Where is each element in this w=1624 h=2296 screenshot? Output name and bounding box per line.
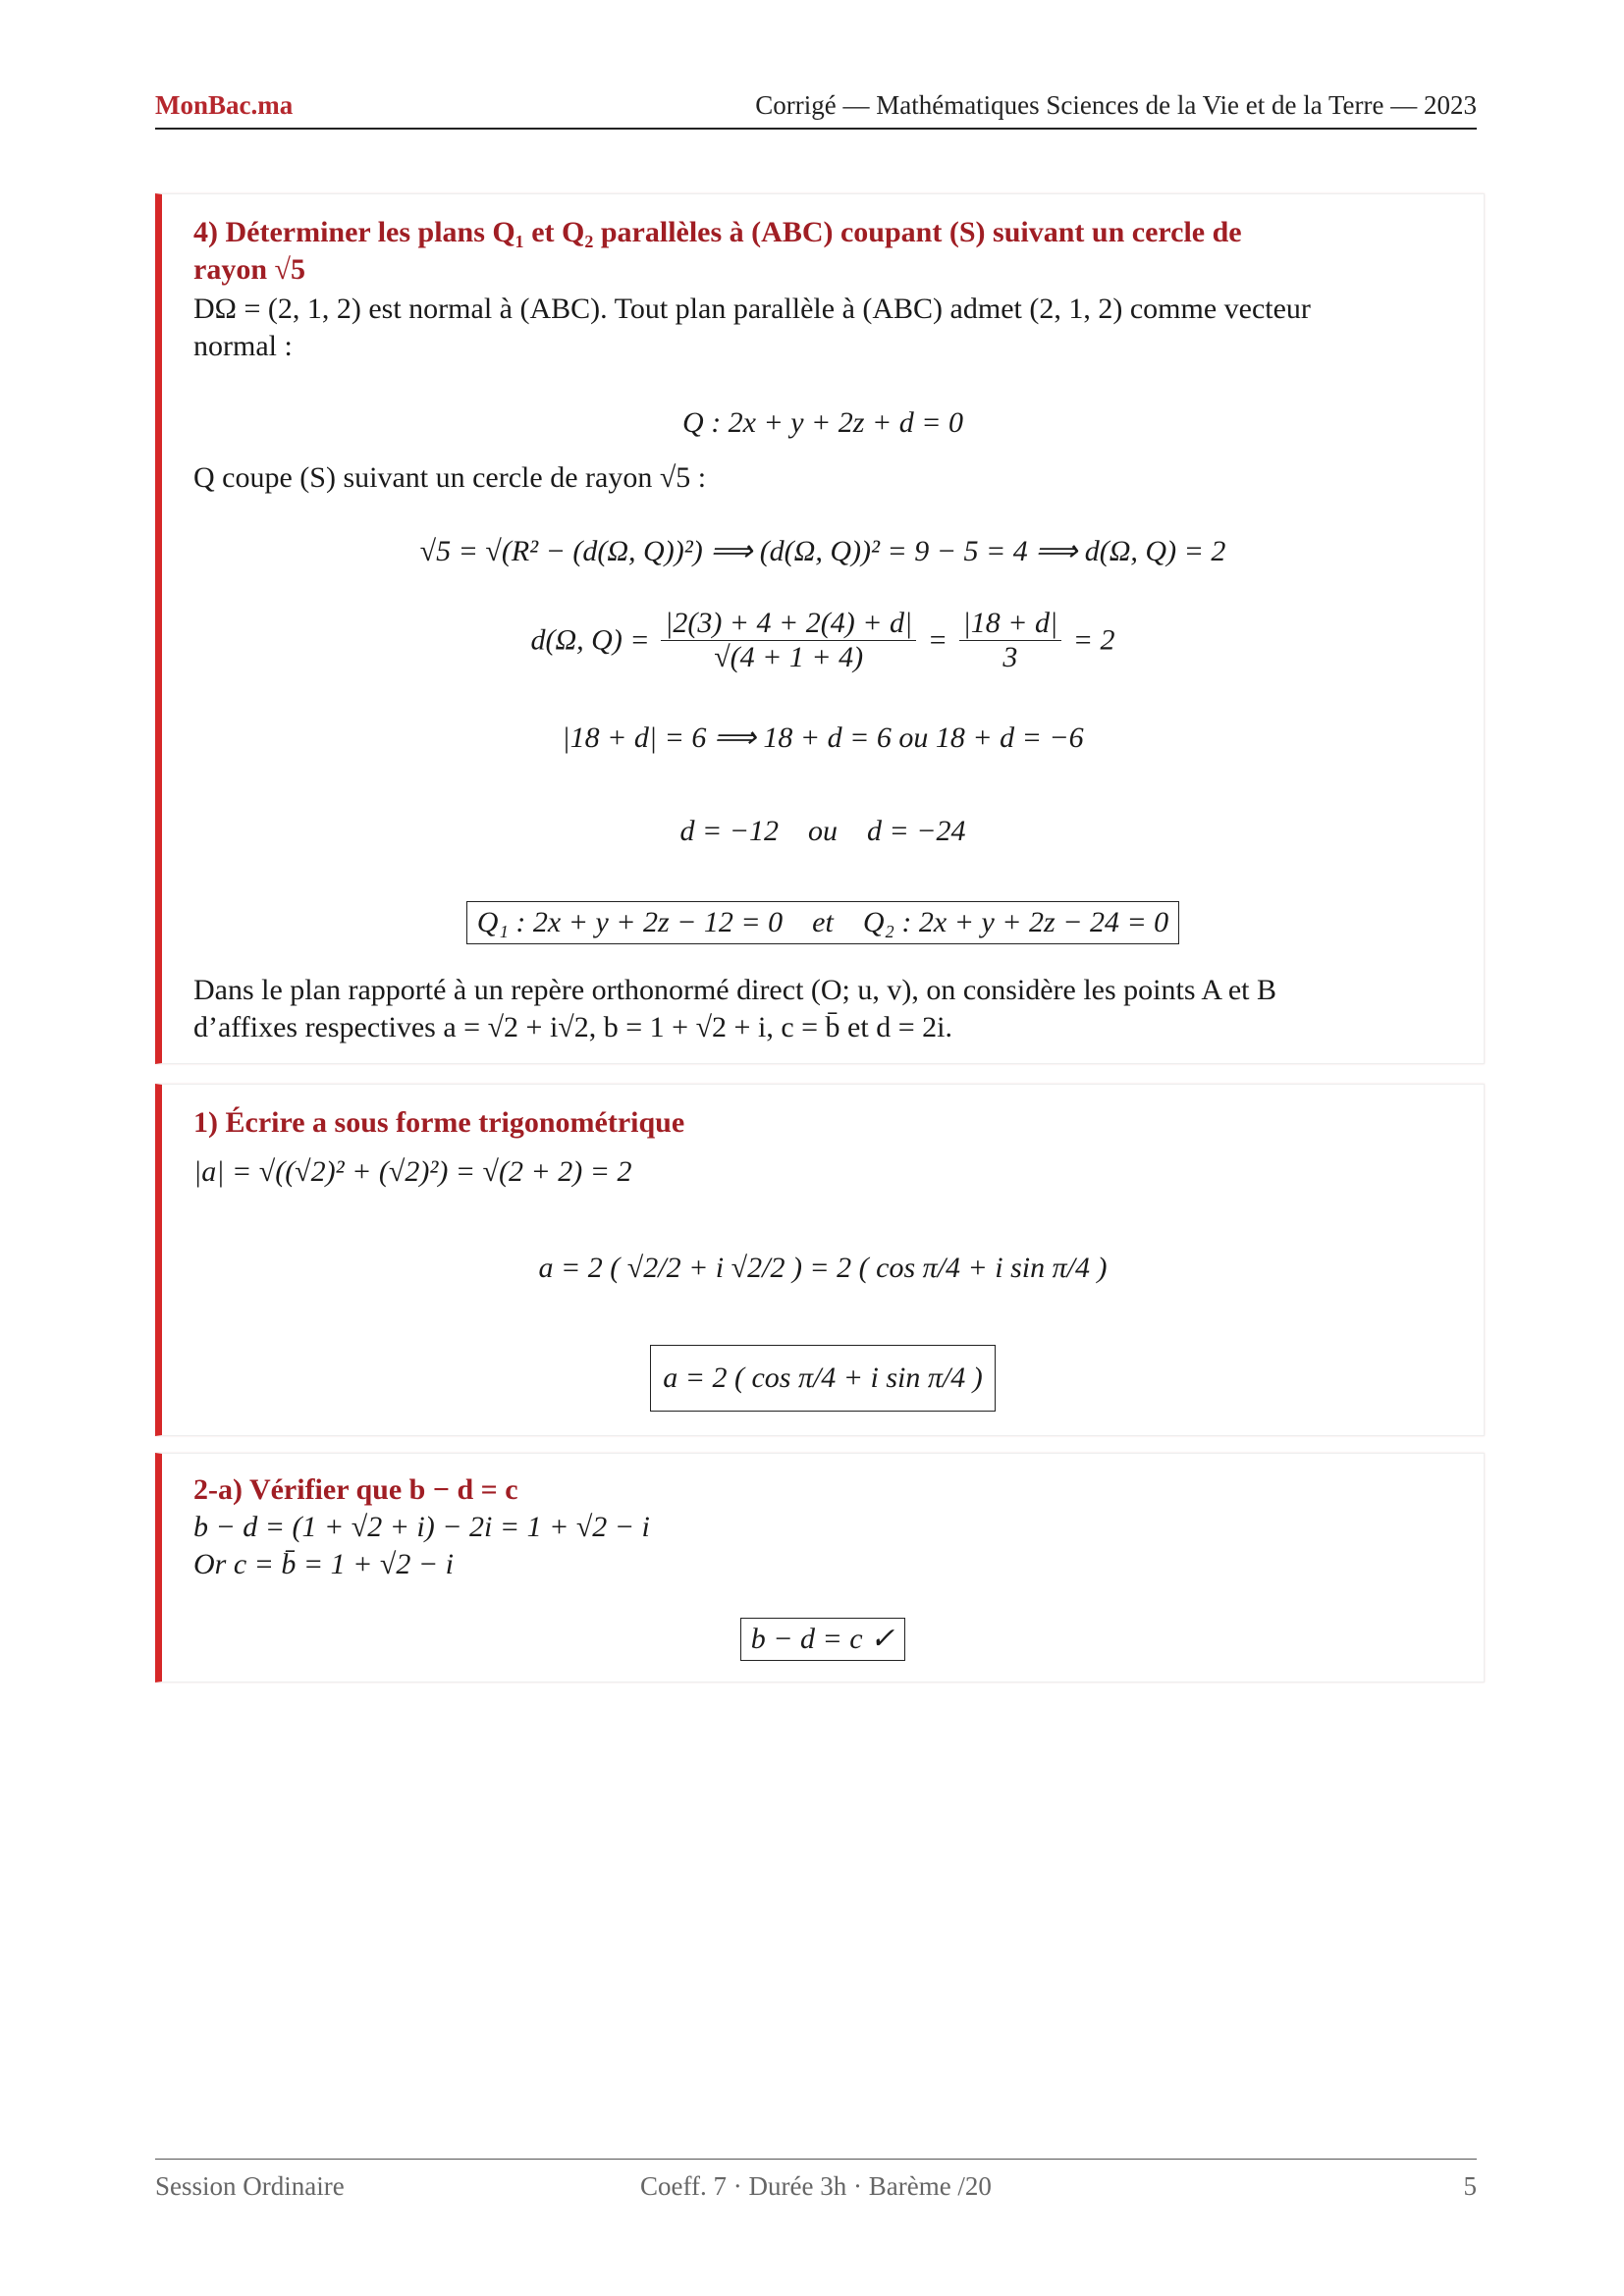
q2a-boxed-result: b − d = c ✓ bbox=[740, 1618, 905, 1661]
q4-title bbox=[193, 214, 1454, 289]
distance-fraction-2: $\frac{|18 + d|}{3}$ bbox=[959, 607, 1062, 674]
page-header bbox=[155, 90, 1477, 130]
page-footer bbox=[155, 2159, 1477, 2201]
header-title: Corrigé — Mathématiques Sciences de la Vie et de la Terre — 2023 bbox=[755, 90, 1477, 120]
page-number: 5 bbox=[1463, 2171, 1477, 2201]
q2a-title: 2-a) Vérifier que b − d = c bbox=[193, 1473, 518, 1506]
q2a-line1: b − d = (1 + √2 + i) − 2i = 1 + √2 − i bbox=[193, 1511, 650, 1543]
footer-details: Coeff. 7 · Durée 3h · Barème /20 bbox=[640, 2171, 992, 2201]
q1-boxed-result: a = 2 ( cos π/4 + i sin π/4 ) bbox=[650, 1345, 996, 1412]
distance-fraction-1: $\frac{|2(3) + 4 + 2(4) + d|}{√(4 + 1 + 4)}$ bbox=[661, 607, 916, 674]
q4-d-solutions: d = −12 ou d = −24 bbox=[679, 815, 966, 847]
q4-boxed-result: Q₁ : 2x + y + 2z − 12 = 0 et Q₂ : 2x + y + 2z − 24 = 0 bbox=[466, 901, 1179, 944]
q1-title: 1) Écrire a sous forme trigonométrique bbox=[193, 1106, 685, 1139]
q4-plane-equation: Q : 2x + y + 2z + d = 0 bbox=[682, 406, 963, 439]
q4-paragraph-complex: Dans le plan rapporté à un repère orthonormé direct (O; u, v), on considère les points A et B d’affixes respectives a = √2 + i√2, b = 1 + √2 + i, c = b̄ et d = 2i. bbox=[193, 974, 1277, 1043]
q4-title-line1: 4) Déterminer les plans Q₁ et Q₂ parallèles à (ABC) coupant (S) suivant un cercle de bbox=[193, 216, 1242, 248]
q1-modulus-line: |a| = √((√2)² + (√2)²) = √(2 + 2) = 2 bbox=[193, 1155, 632, 1188]
exercise-box-q1 bbox=[155, 1084, 1485, 1436]
footer-session: Session Ordinaire bbox=[155, 2171, 345, 2201]
q1-boxed-wrap bbox=[162, 1345, 1484, 1412]
brand-logo-text: MonBac.ma bbox=[155, 90, 294, 120]
q2a-boxed-wrap bbox=[162, 1618, 1484, 1661]
exercise-box-q4 bbox=[155, 193, 1485, 1064]
exercise-box-q2a bbox=[155, 1453, 1485, 1682]
q1-trig-equation: a = 2 ( √2/2 + i √2/2 ) = 2 ( cos π/4 + i sin π/4 ) bbox=[538, 1252, 1108, 1284]
q4-distance-equation: d(Ω, Q) = $\frac{|2(3) + 4 + 2(4) + d|}{√(4 + 1 + 4)}$ = $\frac{|18 + d|}{3}$ = 2 bbox=[530, 607, 1115, 673]
q2a-line2: Or c = b̄ = 1 + √2 − i bbox=[193, 1548, 454, 1580]
q4-boxed-result-wrap bbox=[162, 901, 1484, 944]
q4-radius-equation: √5 = √(R² − (d(Ω, Q))²) ⟹ (d(Ω, Q))² = 9 − 5 = 4 ⟹ d(Ω, Q) = 2 bbox=[419, 535, 1226, 567]
q4-title-line2: rayon √5 bbox=[193, 253, 305, 286]
q4-paragraph-radius: Q coupe (S) suivant un cercle de rayon √5 : bbox=[193, 461, 707, 494]
q4-paragraph-normal: DΩ = (2, 1, 2) est normal à (ABC). Tout plan parallèle à (ABC) admet (2, 1, 2) comme vecteur normal : bbox=[193, 293, 1311, 362]
q4-absolute-equation: |18 + d| = 6 ⟹ 18 + d = 6 ou 18 + d = −6 bbox=[562, 721, 1084, 754]
